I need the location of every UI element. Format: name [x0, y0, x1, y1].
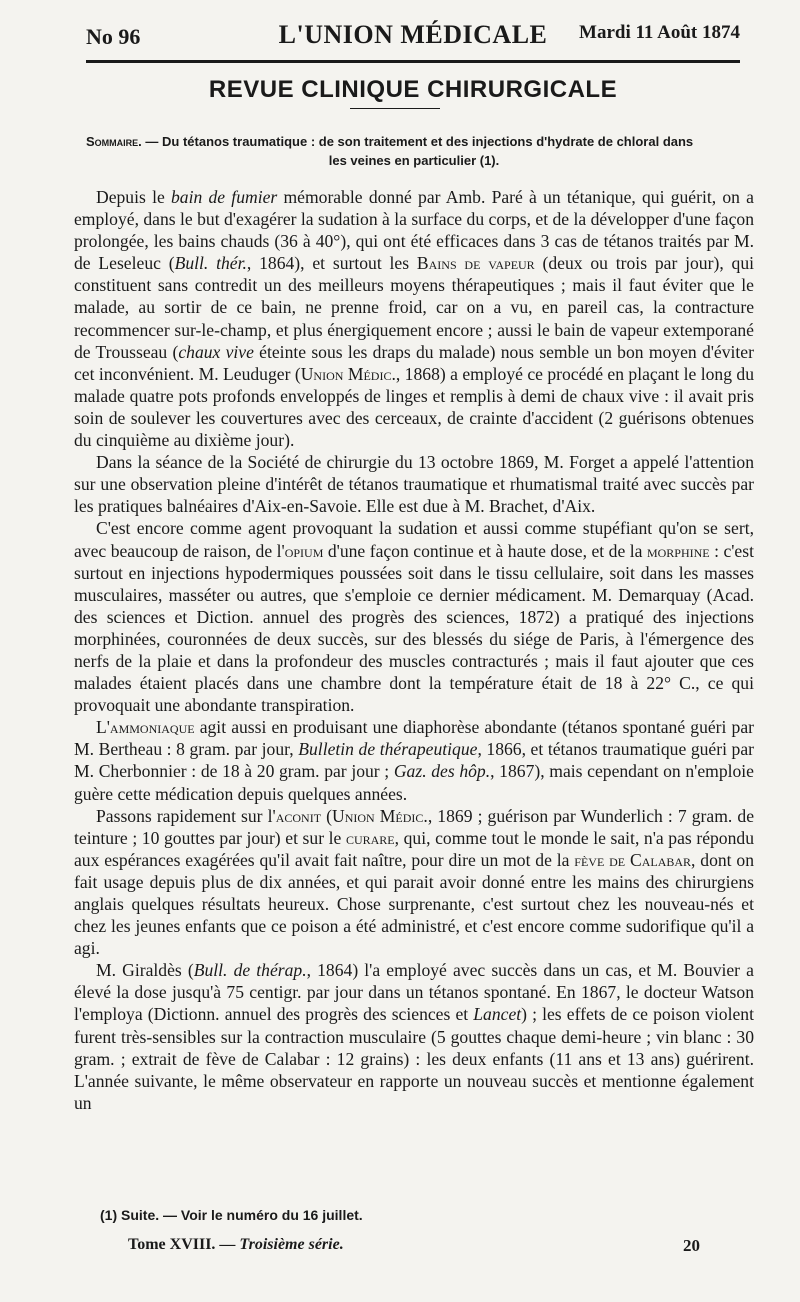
page-footer — [128, 1236, 700, 1258]
text-run: ( — [321, 805, 332, 826]
text-run: C'est encore comme agent provoquant la sudation et aussi comme stupéfiant qu'on se sert, avec beaucoup de raison, de l' — [74, 518, 754, 561]
text-run: , dont on fait usage depuis plus de dix années, et qui parait avoir donné entre les mains des chirurgiens anglais quelques résultats heureux. Chose surprenante, c'est surtout chez les nouveau-nés et chez les jeunes enfants que ce poison a été administré, et c'est encore comme sudorifique qu'il a agi. — [74, 849, 754, 959]
smallcaps-run: Union Médic. — [300, 363, 396, 384]
text-run: , 1864) l'a employé avec succès dans un cas, et M. Bouvier a élevé la dose jusqu'à 75 centigr. par jour dans un tétanos spontané. En 1867, le docteur Watson l'employa (Dictionn. annuel des progrès des sciences et — [74, 960, 754, 1025]
smallcaps-run: ammoniaque — [109, 717, 195, 738]
masthead — [86, 18, 740, 54]
smallcaps-run: Bains de vapeur — [416, 253, 535, 274]
summary-line-1: — Du tétanos traumatique : de son traitement et des injections d'hydrate de chloral dans — [145, 134, 694, 149]
issue-date: Mardi 11 Août 1874 — [579, 22, 740, 43]
paragraph-2: Dans la séance de la Société de chirurgie du 13 octobre 1869, M. Forget a appelé l'attention sur une observation pleine d'intérêt de tétanos traumatique et rhumatismal traité avec succès par les pratiques balnéaires d'Aix-en-Savoie. Elle est due à M. Brachet, d'Aix. — [74, 452, 754, 517]
text-run: (deux ou trois par jour), qui constituent sans contredit un des meilleurs moyens thérapeutiques ; mais il faut éviter que le malade, au sortir de ce bain, ne prenne froid, car on a vu, en pareil cas, la contracture recommencer sur-le-champ, et plus énergiquement encore ; aussi le bain de vapeur extemporané de Trousseau ( — [74, 253, 755, 362]
smallcaps-run: aconit — [275, 805, 322, 826]
text-run: , 1864), et surtout les — [246, 253, 417, 274]
masthead-rule — [86, 60, 740, 63]
section-heading: REVUE CLINIQUE CHIRURGICALE — [208, 76, 618, 103]
text-run: , 1866, et tétanos traumatique guéri par M. Cherbonnier : de 18 à 20 gram. par jour ; — [74, 739, 755, 782]
text-run: agit aussi en produisant une diaphorèse abondante (tétanos spontané guéri par M. Bertheau : 8 gram. par jour, — [74, 717, 754, 760]
italic-run: Bull. de thérap. — [193, 960, 307, 981]
journal-title: L'UNION MÉDICALE — [278, 20, 548, 49]
text-run: , 1867), mais cependant on n'emploie guère cette médication depuis quelques années. — [74, 761, 754, 804]
italic-run: Gaz. des hôp. — [393, 761, 491, 782]
paragraph-3 — [74, 517, 754, 716]
smallcaps-run: fève de Calabar — [574, 849, 692, 870]
summary-label: Sommaire. — [86, 134, 142, 149]
summary — [86, 132, 742, 170]
text-run: , 1868) a employé ce procédé en plaçant le long du malade quatre pots profonds enveloppés de linges et remplis à demi de chaux vive : il avait pris soin de soulever les couvertures avec des cerceaux, de crainte d'accident (2 guérisons obtenues du cinquième au dixième jour). — [74, 363, 755, 451]
text-run: , 1869 ; guérison par Wunderlich : 7 gram. de teinture ; 10 gouttes par jour) et sur le — [74, 805, 754, 848]
text-run: L' — [96, 717, 110, 738]
volume-label: Tome XVIII. — — [128, 1236, 236, 1253]
text-run: mémorable donné par Amb. Paré à un tétanique, qui guérit, on a employé, dans le but d'exagérer la sudation à la surface du corps, et de la développer d'une façon prolongée, les bains chauds (36 à 40°), qui ont été efficaces dans 3 cas de tétanos traités par M. de Leseleuc ( — [74, 187, 755, 274]
issue-number: No 96 — [86, 24, 141, 49]
text-run: M. Giraldès ( — [96, 960, 194, 981]
smallcaps-run: opium — [284, 540, 324, 561]
italic-run: Bulletin de thérapeutique — [298, 739, 478, 760]
text-run: ) ; les effets de ce poison violent furent très-sensibles sur la contraction musculaire (5 gouttes chaque demi-heure ; vin blanc : 30 gram. ; extrait de fève de Calabar : 12 grains) : les deux enfants (11 ans et 13 ans) guérirent. L'année suivante, le même observateur en rapporte un nouveau succès et mentionne également un — [74, 1004, 754, 1113]
text-run: Passons rapidement sur l' — [96, 805, 276, 826]
text-run: d'une façon continue et à haute dose, et de la — [323, 540, 647, 561]
footnote: (1) Suite. — Voir le numéro du 16 juillet. — [100, 1207, 363, 1223]
text-run: Depuis le — [96, 187, 171, 207]
text-run: : c'est surtout en injections hypodermiques poussées soit dans le tissu cellulaire, soit dans les masses musculaires, masséter ou autres, que s'emploie ce dernier médicament. M. Demarquay (Acad. des sciences et Diction. annuel des progrès des sciences, 1872) a pratiqué des injections morphinées, couronnées de deux succès, sur des blessés du siége de Paris, à l'émergence des nerfs de la plaie et dans la profondeur des muscles contracturés ; mais il faut ajouter que ces malades étaient placés dans une chambre dont la température était de 18 à 22° C., ce qui provoquait une abondante transpiration. — [74, 540, 754, 716]
italic-run: chaux vive — [178, 341, 254, 362]
italic-run: bain de fumier — [170, 187, 278, 207]
italic-run: Bull. thér. — [174, 253, 247, 274]
smallcaps-run: curare — [345, 827, 395, 848]
text-run: éteinte sous les draps du malade) nous semble un bon moyen d'éviter cet inconvénient. M. Leuduger ( — [74, 341, 754, 384]
text-run: , qui, comme tout le monde le sait, n'a pas répondu aux espérances exagérées qu'il avait fait naître, pour dire un mot de la — [74, 827, 754, 870]
article-body — [74, 186, 754, 1114]
smallcaps-run: morphine — [646, 540, 710, 561]
paragraph-4 — [74, 716, 754, 804]
paragraph-5 — [74, 805, 754, 960]
heading-rule — [350, 108, 440, 109]
smallcaps-run: Union Médic. — [331, 805, 428, 826]
paragraph-6 — [74, 959, 754, 1114]
series-label: Troisième série. — [239, 1236, 344, 1253]
page-number: 20 — [683, 1236, 700, 1255]
summary-line-2: les veines en particulier (1). — [328, 153, 500, 168]
paragraph-1 — [74, 186, 754, 451]
italic-run: Lancet — [473, 1004, 522, 1025]
volume-info — [128, 1236, 344, 1254]
